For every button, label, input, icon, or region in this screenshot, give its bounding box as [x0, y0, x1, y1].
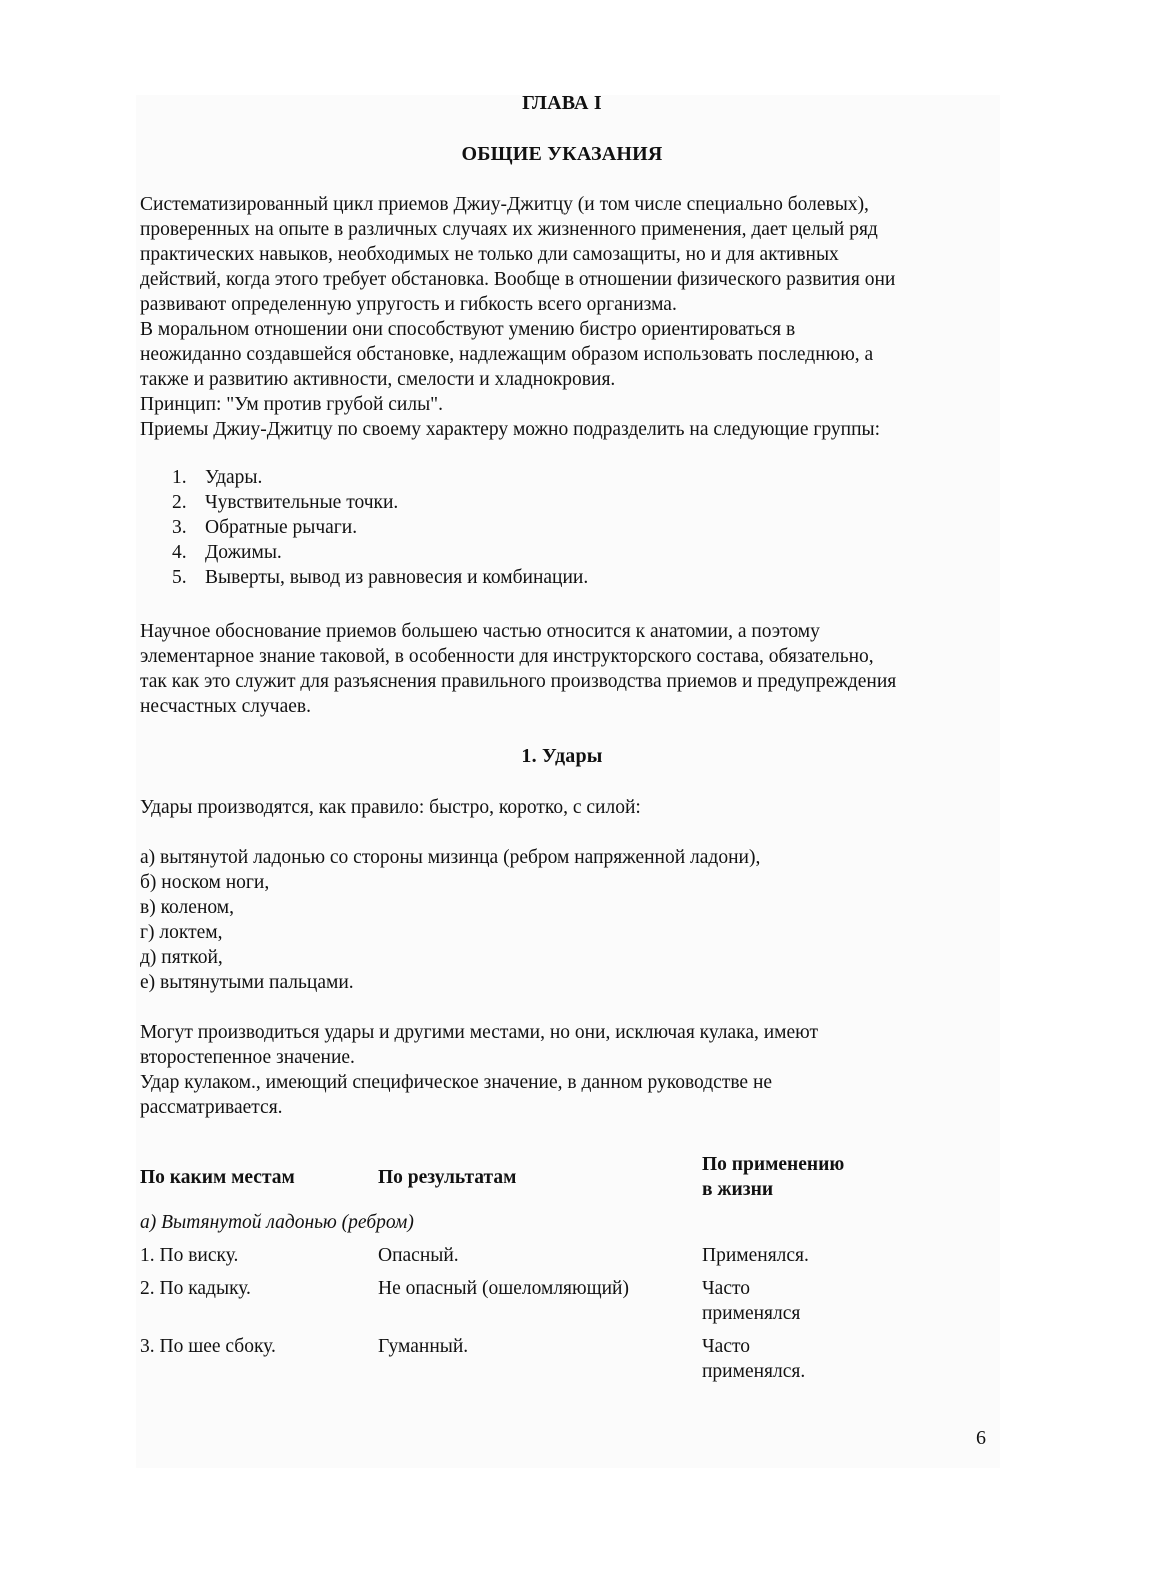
- list-number: 5.: [172, 567, 187, 588]
- header-places: По каким местам: [140, 1167, 295, 1188]
- methods-list: [140, 845, 760, 995]
- chapter-subtitle: ОБЩИЕ УКАЗАНИЯ: [461, 143, 663, 165]
- text-line: Научное обоснование приемов большею частью относится к анатомии, а поэтому: [140, 621, 820, 642]
- text-line: так как это служит для разъяснения правильного производства приемов и предупреждения: [140, 671, 897, 692]
- text-line: Удар кулаком., имеющий специфическое значение, в данном руководстве не: [140, 1072, 773, 1093]
- text-line: В моральном отношении они способствуют умению бистро ориентироваться в: [140, 319, 796, 340]
- list-number: 3.: [172, 517, 187, 538]
- section-intro: Удары производятся, как правило: быстро, коротко, с силой:: [140, 797, 641, 818]
- section-title: 1. Удары: [521, 745, 603, 767]
- text-line: также и развитию активности, смелости и хладнокровия.: [140, 369, 616, 390]
- text-line: элементарное знание таковой, в особенности для инструкторского состава, обязательно,: [140, 646, 874, 667]
- note-paragraph: [140, 1020, 818, 1120]
- method-item: в) коленом,: [140, 897, 234, 918]
- cell-result: Не опасный (ошеломляющий): [378, 1278, 629, 1299]
- method-item: д) пяткой,: [140, 947, 223, 968]
- method-item: е) вытянутыми пальцами.: [140, 972, 354, 993]
- text-line: Принцип: "Ум против грубой силы".: [140, 394, 444, 415]
- list-label: Обратные рычаги.: [205, 517, 358, 538]
- intro-paragraph: [140, 192, 895, 442]
- chapter-title: ГЛАВА I: [522, 92, 602, 114]
- text-line: неожиданно создавшейся обстановке, надлежащим образом использовать последнюю, а: [140, 344, 874, 365]
- cell-place: 3. По шее сбоку.: [140, 1336, 276, 1357]
- cell-result: Опасный.: [378, 1245, 459, 1266]
- text-line: проверенных на опыте в различных случаях их жизненного применения, дает целый ряд: [140, 219, 878, 240]
- text-line: Систематизированный цикл приемов Джиу-Джитцу (и том числе специально болевых),: [140, 194, 869, 215]
- list-number: 1.: [172, 467, 187, 488]
- text-line: действий, когда этого требует обстановка. Вообще в отношении физического развития они: [140, 269, 896, 290]
- text-line: Могут производиться удары и другими местами, но они, исключая кулака, имеют: [140, 1022, 818, 1043]
- header-results: По результатам: [378, 1167, 517, 1188]
- cell-result: Гуманный.: [378, 1336, 469, 1357]
- table-group-label: а) Вытянутой ладонью (ребром): [140, 1212, 414, 1233]
- list-label: Чувствительные точки.: [205, 492, 399, 513]
- cell-place: 1. По виску.: [140, 1245, 239, 1266]
- text-line: рассматривается.: [140, 1097, 283, 1118]
- header-usage-line2: в жизни: [702, 1179, 774, 1200]
- text-line: практических навыков, необходимых не только дли самозащиты, но и для активных: [140, 244, 839, 265]
- text-line: Приемы Джиу-Джитцу по своему характеру можно подразделить на следующие группы:: [140, 419, 881, 440]
- method-item: б) носком ноги,: [140, 872, 270, 893]
- text-line: несчастных случаев.: [140, 696, 311, 717]
- anatomy-paragraph: [140, 619, 896, 719]
- cell-usage: Часто: [702, 1278, 750, 1299]
- cell-place: 2. По кадыку.: [140, 1278, 251, 1299]
- cell-usage: Часто: [702, 1336, 750, 1357]
- method-item: а) вытянутой ладонью со стороны мизинца (ребром напряженной ладони),: [140, 847, 761, 868]
- list-label: Дожимы.: [205, 542, 282, 563]
- list-number: 2.: [172, 492, 187, 513]
- cell-usage-cont: применялся: [702, 1303, 801, 1324]
- text-line: второстепенное значение.: [140, 1047, 355, 1068]
- list-label: Удары.: [205, 467, 263, 488]
- list-label: Выверты, вывод из равновесия и комбинации.: [205, 567, 589, 588]
- cell-usage: Применялся.: [702, 1245, 809, 1266]
- method-item: г) локтем,: [140, 922, 223, 943]
- cell-usage-cont: применялся.: [702, 1361, 806, 1382]
- list-number: 4.: [172, 542, 187, 563]
- text-line: развивают определенную упругость и гибкость всего организма.: [140, 294, 677, 315]
- header-usage-line1: По применению: [702, 1154, 845, 1175]
- page-number: 6: [976, 1427, 986, 1449]
